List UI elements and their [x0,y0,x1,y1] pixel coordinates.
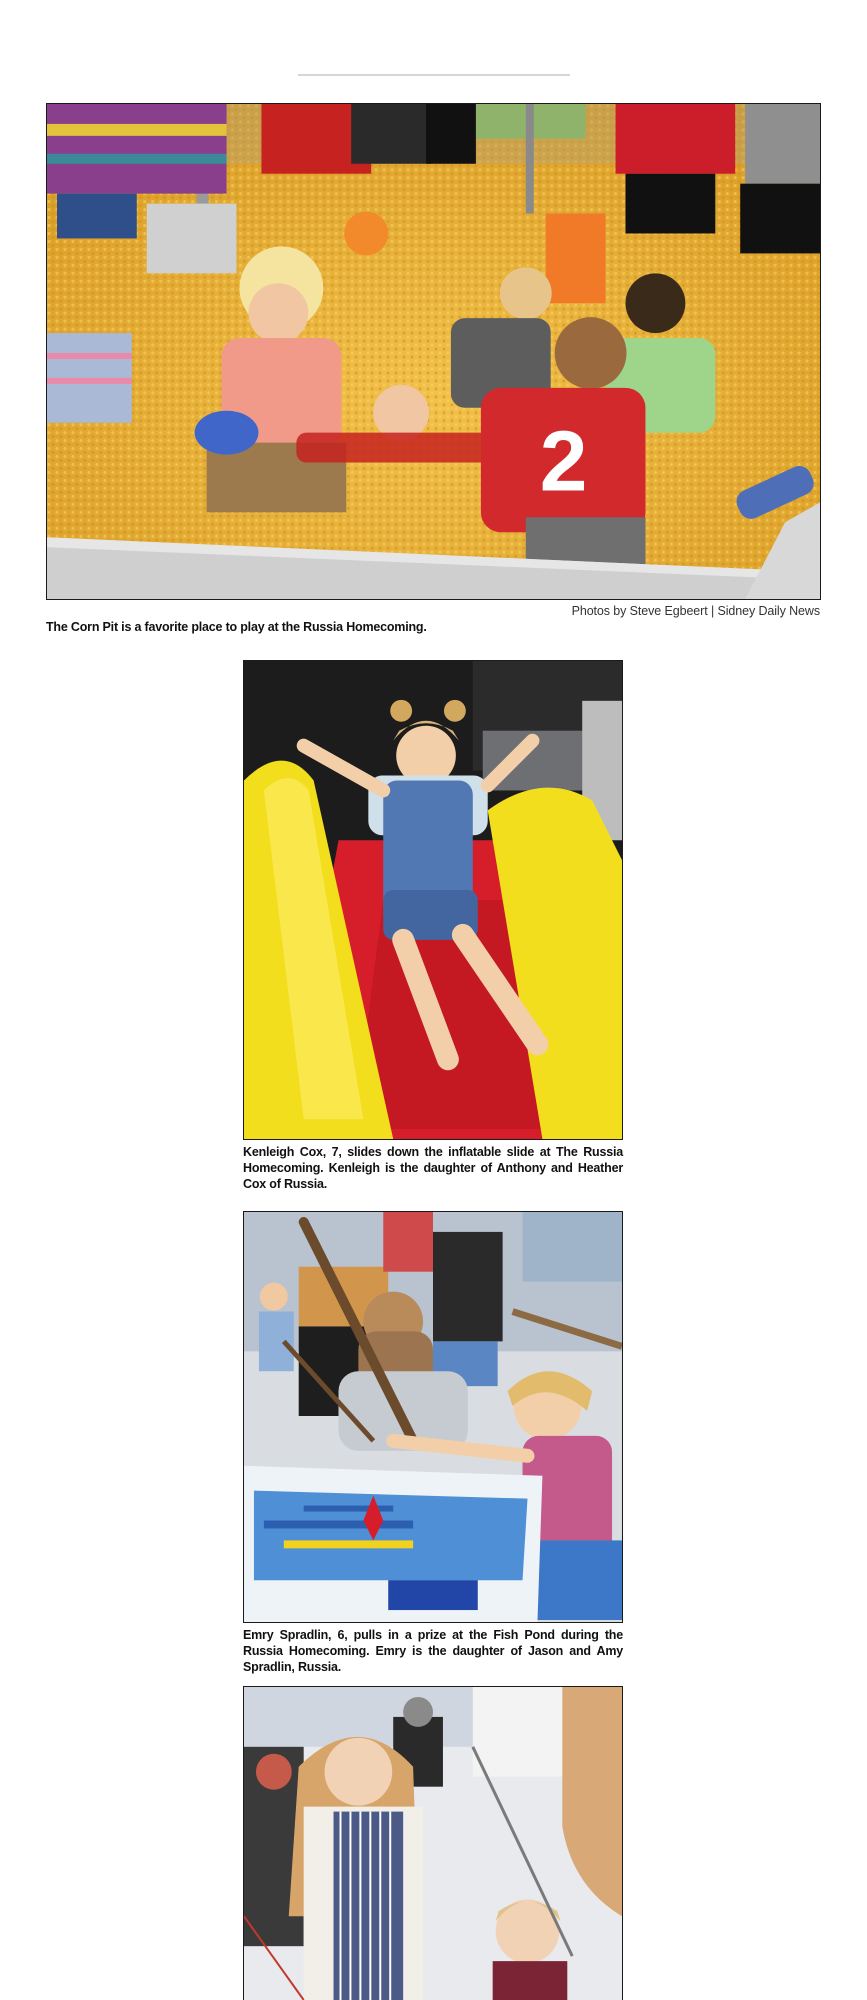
fish-pond-caption: Emry Spradlin, 6, pulls in a prize at the Fish Pond during the Russia Homecoming. Emry is the daughter of Jason and Amy Spradlin, Russia. [243,1628,623,1674]
jersey-number: 2 [539,413,588,510]
header-divider [298,74,570,76]
photo-credit: Photos by Steve Egbeert | Sidney Daily News [571,604,820,618]
inflatable-slide-photo [243,660,623,1140]
corn-pit-caption: The Corn Pit is a favorite place to play at the Russia Homecoming. [46,620,427,634]
booth-photo [243,1686,623,2000]
corn-pit-photo [46,103,821,600]
slide-caption: Kenleigh Cox, 7, slides down the inflatable slide at The Russia Homecoming. Kenleigh is the daughter of Anthony and Heather Cox of Russia. [243,1145,623,1191]
fish-pond-photo [243,1211,623,1623]
